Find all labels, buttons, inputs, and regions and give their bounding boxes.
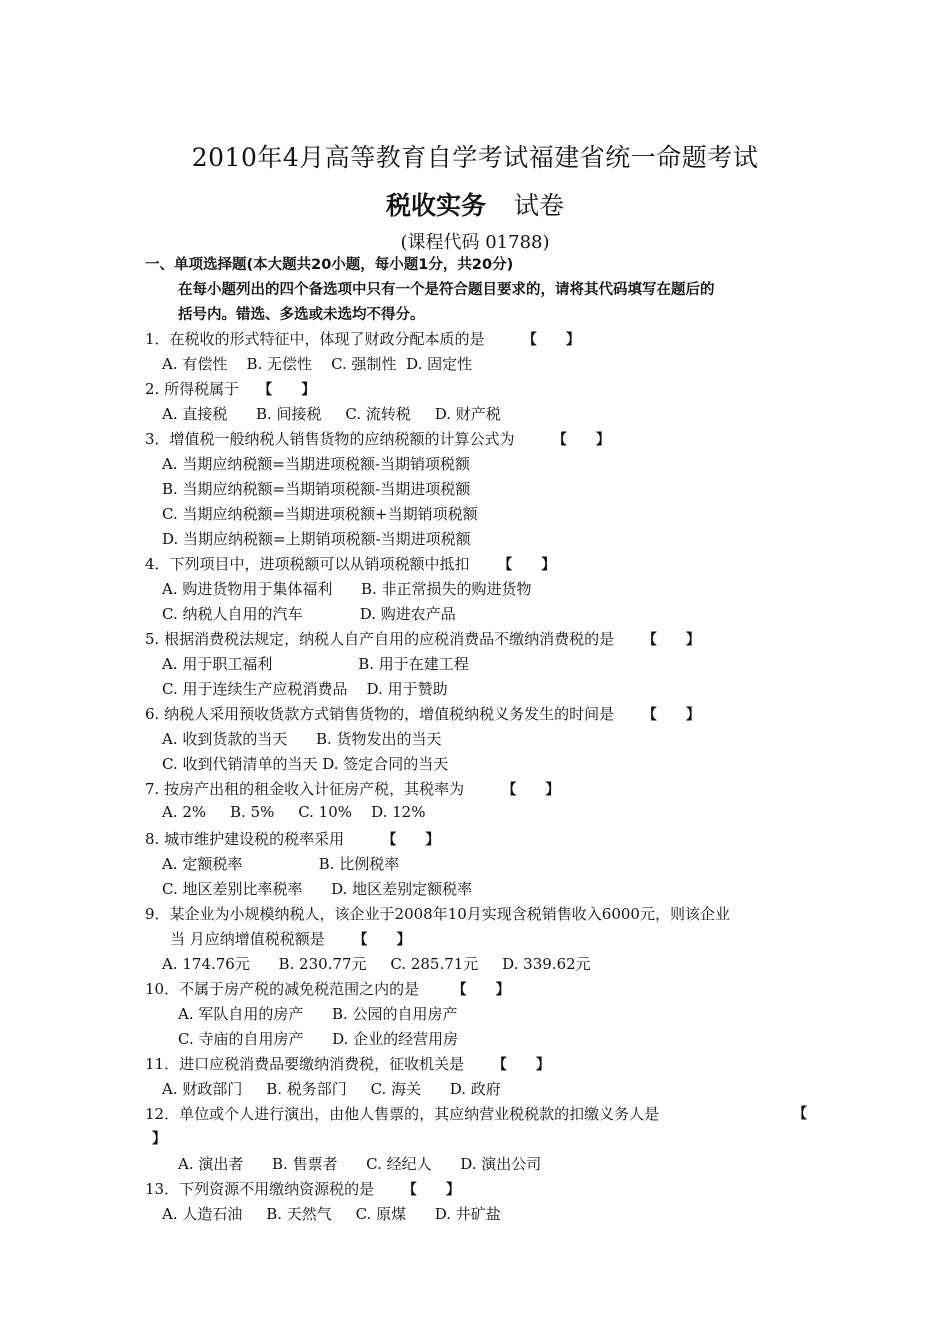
question-options: A. 军队自用的房产 B. 公园的自用房产 [178,1005,458,1023]
question-options: C. 纳税人自用的汽车 D. 购进农产品 [162,605,456,623]
question-text: 3．增值税一般纳税人销售货物的应纳税额的计算公式为 [145,430,515,448]
question-13 [145,1178,460,1199]
subject-name: 税收实务 [385,191,486,220]
question-text: 2. 所得税属于 [145,380,240,398]
question-1 [145,328,580,349]
question-text: 13．下列资源不用缴纳资源税的是 [145,1180,375,1198]
answer-bracket: 【 】 [402,1182,460,1198]
question-text: 10．不属于房产税的减免税范围之内的是 [145,980,420,998]
paper-label: 试卷 [514,191,565,220]
question-10 [145,978,510,999]
question-options: A. 有偿性 B. 无偿性 C. 强制性 D. 固定性 [162,355,473,373]
question-options: C. 收到代销清单的当天 D. 签定合同的当天 [162,755,449,773]
question-text: 5. 根据消费税法规定，纳税人自产自用的应税消费品不缴纳消费税的是 [145,630,615,648]
question-7 [145,778,560,799]
option-a: A. 当期应纳税额=当期进项税额-当期销项税额 [162,455,471,473]
question-6 [145,703,700,724]
question-text: 1．在税收的形式特征中，体现了财政分配本质的是 [145,330,485,348]
answer-bracket: 【 】 [492,1057,550,1073]
answer-bracket: 【 】 [502,782,560,798]
option-c: C. 当期应纳税额=当期进项税额+当期销项税额 [162,505,478,523]
question-8 [145,828,440,849]
question-11 [145,1053,550,1074]
question-options: A. 174.76元 B. 230.77元 C. 285.71元 D. 339.62元 [162,955,591,973]
question-9-continued [170,928,411,949]
answer-bracket: 【 】 [642,707,700,723]
question-options: A. 收到货款的当天 B. 货物发出的当天 [162,730,442,748]
question-options: A. 演出者 B. 售票者 C. 经纪人 D. 演出公司 [178,1155,542,1173]
answer-bracket: 【 】 [452,982,510,998]
question-options: A. 财政部门 B. 税务部门 C. 海关 D. 政府 [162,1080,501,1098]
question-options: C. 寺庙的自用房产 D. 企业的经营用房 [178,1030,459,1048]
answer-bracket: 【 】 [498,557,556,573]
question-3 [145,428,610,449]
question-9: 9．某企业为小规模纳税人，该企业于2008年10月实现含税销售收入6000元，则该企业 [145,905,730,923]
answer-bracket: 【 】 [552,432,610,448]
answer-bracket: 【 】 [353,932,411,948]
course-code: (课程代码 01788) [400,232,550,253]
question-text: 11．进口应税消费品要缴纳消费税，征收机关是 [145,1055,465,1073]
question-text: 6. 纳税人采用预收货款方式销售货物的，增值税纳税义务发生的时间是 [145,705,615,723]
question-options: A. 用于职工福利 B. 用于在建工程 [162,655,469,673]
answer-bracket-close: 】 [152,1131,166,1147]
section-instruction: 在每小题列出的四个备选项中只有一个是符合题目要求的，请将其代码填写在题后的 [178,282,715,298]
question-options: C. 用于连续生产应税消费品 D. 用于赞助 [162,680,448,698]
section-instruction: 括号内。错选、多选或未选均不得分。 [178,307,425,323]
question-4 [145,553,555,574]
question-12: 12．单位或个人进行演出，由他人售票的，其应纳营业税税款的扣缴义务人是 [145,1105,660,1123]
question-options: C. 地区差别比率税率 D. 地区差别定额税率 [162,880,473,898]
question-options: A. 直接税 B. 间接税 C. 流转税 D. 财产税 [162,405,501,423]
question-options: A. 人造石油 B. 天然气 C. 原煤 D. 井矿盐 [162,1205,501,1223]
option-b: B. 当期应纳税额=当期销项税额-当期进项税额 [162,480,471,498]
question-text: 7. 按房产出租的租金收入计征房产税，其税率为 [145,780,465,798]
question-options: A. 购进货物用于集体福利 B. 非正常损失的购进货物 [162,580,532,598]
answer-bracket: 【 】 [642,632,700,648]
question-text: 8. 城市维护建设税的税率采用 [145,830,345,848]
section-heading: 一、单项选择题(本大题共20小题，每小题1分，共20分) [145,257,514,273]
option-d: D. 当期应纳税额=上期销项税额-当期进项税额 [162,530,471,548]
question-options: A. 定额税率 B. 比例税率 [162,855,400,873]
question-2 [145,378,315,399]
question-text: 当 月应纳增值税税额是 [170,930,325,948]
answer-bracket: 【 】 [522,332,580,348]
question-options: A. 2% B. 5% C. 10% D. 12% [162,803,426,821]
answer-bracket-open: 【 [793,1106,807,1122]
question-text: 4．下列项目中，进项税额可以从销项税额中抵扣 [145,555,470,573]
answer-bracket: 【 】 [382,832,440,848]
subject-heading [0,186,950,222]
question-5 [145,628,700,649]
answer-bracket: 【 】 [258,382,316,398]
page-title: 2010年4月高等教育自学考试福建省统一命题考试 [191,143,759,172]
